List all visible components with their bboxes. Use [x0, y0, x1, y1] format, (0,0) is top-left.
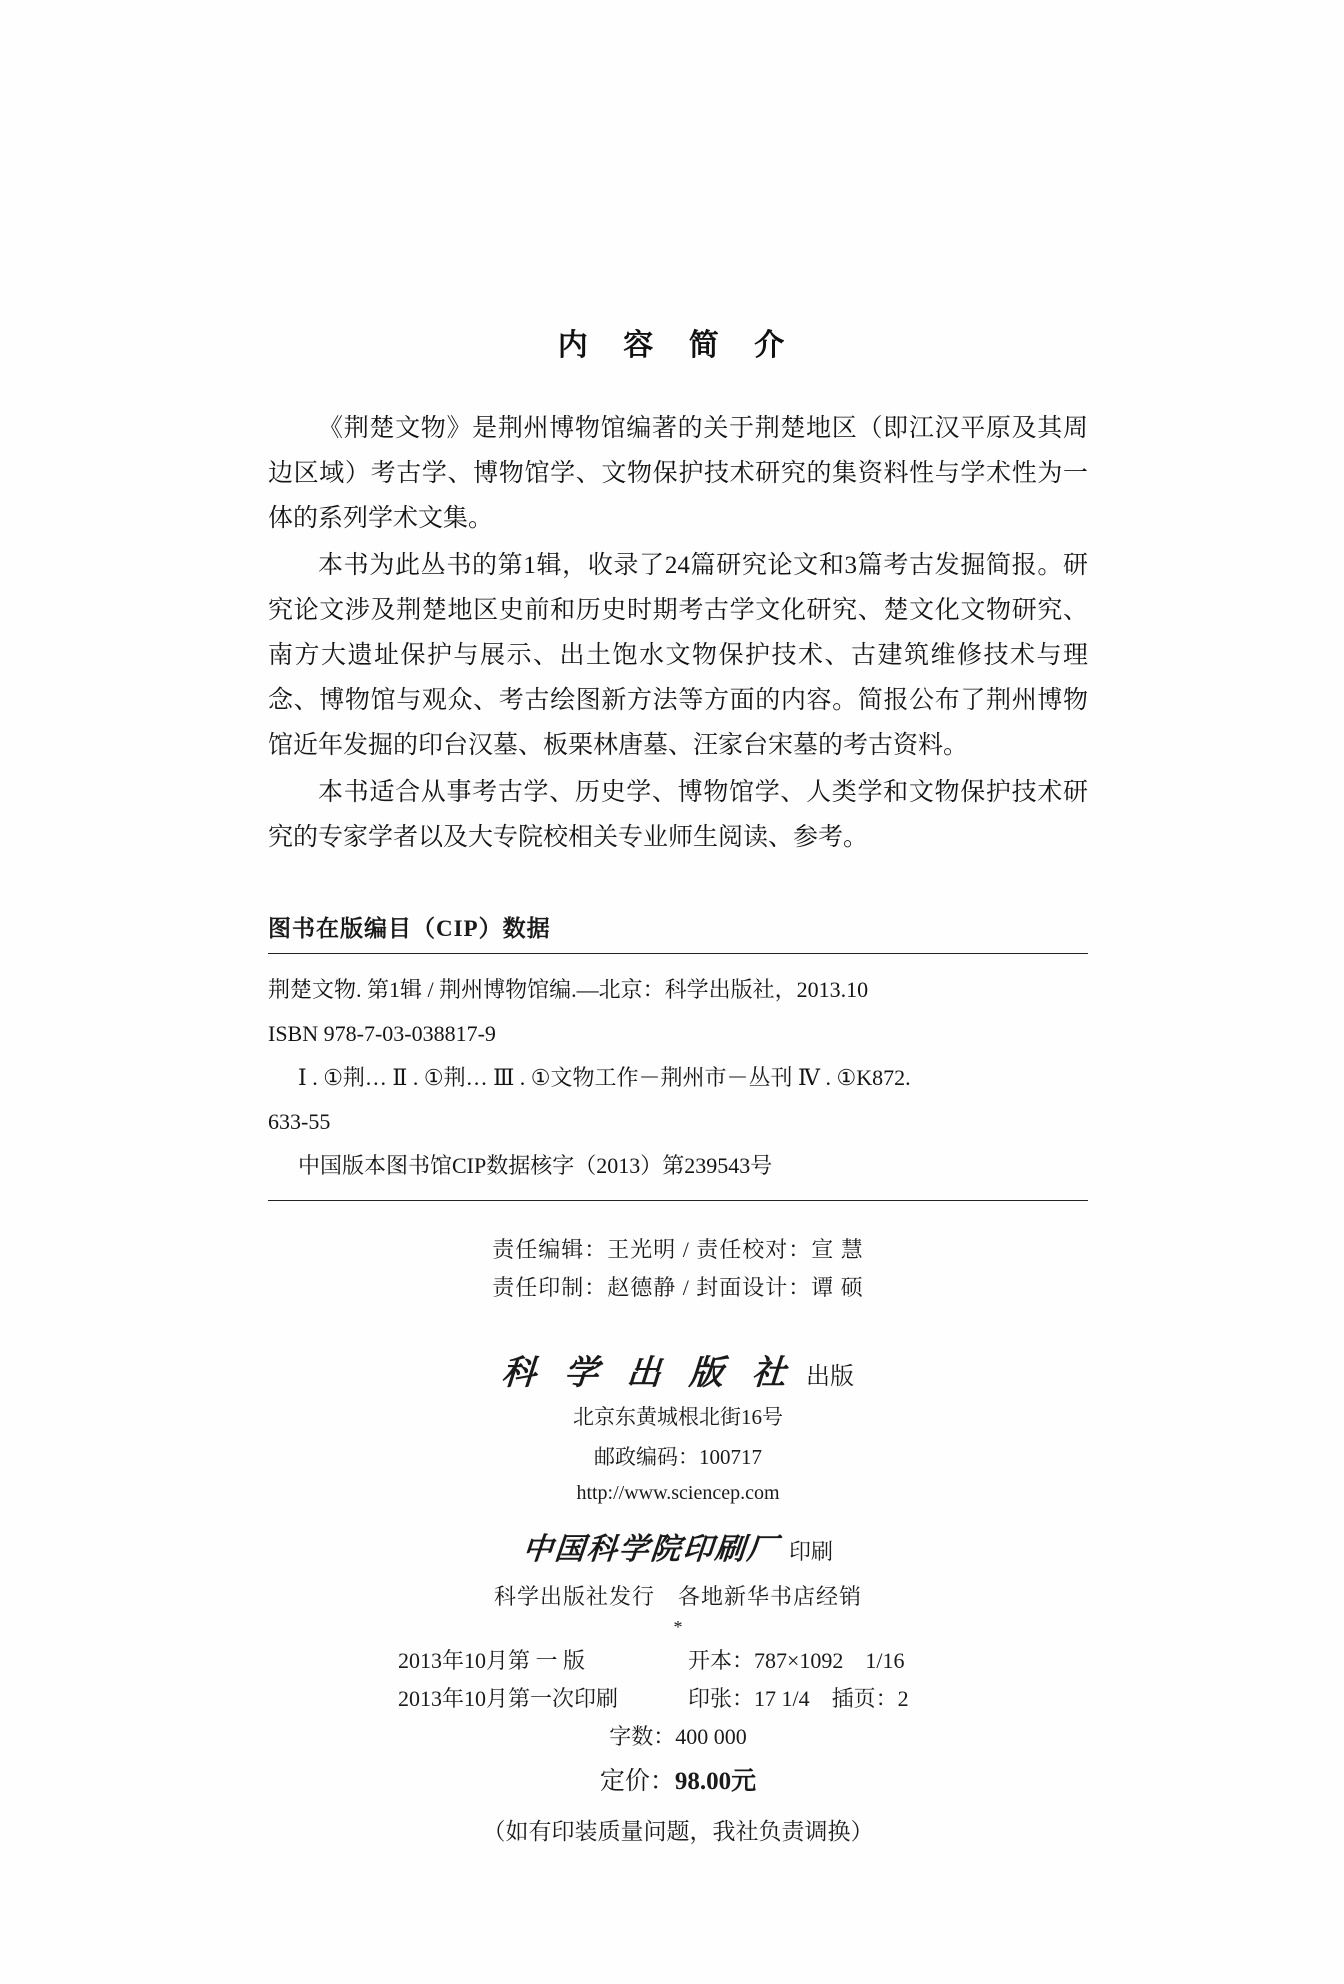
introduction-section: [268, 406, 1088, 860]
cip-bottom-divider: [268, 1200, 1088, 1201]
page-content: [268, 320, 1088, 1854]
cip-core-number: 中国版本图书馆CIP数据核字（2013）第239543号: [298, 1153, 773, 1178]
quality-note: （如有印装质量问题，我社负责调换）: [482, 1819, 874, 1844]
credit-line-editor: 责任编辑：王光明 / 责任校对：宣 慧: [492, 1237, 864, 1262]
spec-row: [268, 1642, 1088, 1680]
spec-sheets: 印张：17 1/4 插页：2: [688, 1686, 909, 1711]
page-title: 内 容 简 介: [557, 329, 799, 362]
publisher-section: [268, 1345, 1088, 1638]
cip-isbn: ISBN 978-7-03-038817-9: [268, 1021, 496, 1046]
publisher-postcode: 邮政编码：100717: [594, 1445, 762, 1469]
cip-classification: Ⅰ . ①荆… Ⅱ . ①荆… Ⅲ . ①文物工作－荆州市－丛刊 Ⅳ . ①K872.: [298, 1065, 911, 1090]
intro-paragraph: 《荆楚文物》是荆州博物馆编著的关于荆楚地区（即江汉平原及其周边区域）考古学、博物馆学、文物保护技术研究的集资料性与学术性为一体的系列学术文集。: [268, 415, 1088, 532]
cip-heading: 图书在版编目（CIP）数据: [268, 916, 551, 941]
cip-title-line: 荆楚文物. 第1辑 / 荆州博物馆编.—北京：科学出版社，2013.10: [268, 977, 869, 1002]
printer-line: [268, 1524, 1088, 1568]
distribution-line: 科学出版社发行 各地新华书店经销: [493, 1584, 862, 1609]
intro-paragraph: 本书为此丛书的第1辑，收录了24篇研究论文和3篇考古发掘简报。研究论文涉及荆楚地区史前和历史时期考古学文化研究、楚文化文物研究、南方大遗址保护与展示、出土饱水文物保护技术、古建筑维修技术与理念、博物馆与观众、考古绘图新方法等方面的内容。简报公布了荆州博物馆近年发掘的印台汉墓、板栗林唐墓、汪家台宋墓的考古资料。: [268, 552, 1088, 759]
staff-credits: [268, 1231, 1088, 1307]
cip-body: [268, 954, 1088, 1200]
publication-specs: [268, 1642, 1088, 1854]
separator-star: *: [673, 1617, 683, 1637]
credit-line-printing: 责任印制：赵德静 / 封面设计：谭 硕: [492, 1275, 864, 1300]
price-value: 98.00元: [674, 1768, 757, 1795]
cip-classification-cont: 633-55: [268, 1109, 331, 1134]
price-line: [268, 1760, 1088, 1804]
publisher-address: 北京东黄城根北街16号: [573, 1405, 783, 1429]
intro-paragraph: 本书适合从事考古学、历史学、博物馆学、人类学和文物保护技术研究的专家学者以及大专院校相关专业师生阅读、参考。: [268, 779, 1088, 851]
spec-printing: 2013年10月第一次印刷: [398, 1686, 619, 1711]
price-label: 定价：: [599, 1768, 675, 1795]
publisher-url[interactable]: http://www.sciencep.com: [576, 1482, 780, 1504]
publisher-logo-line: [268, 1345, 1088, 1394]
spec-edition: 2013年10月第 一 版: [398, 1648, 586, 1673]
cip-section: [268, 910, 1088, 1201]
spec-word-count: 字数：400 000: [609, 1724, 747, 1749]
spec-row: [268, 1680, 1088, 1718]
printer-name: 中国科学院印刷厂: [521, 1533, 781, 1566]
spec-format: 开本：787×1092 1/16: [688, 1648, 905, 1673]
printer-suffix: 印刷: [788, 1539, 833, 1564]
publisher-brand: 科 学 出 版 社: [500, 1355, 798, 1392]
publisher-suffix: 出版: [806, 1364, 854, 1390]
